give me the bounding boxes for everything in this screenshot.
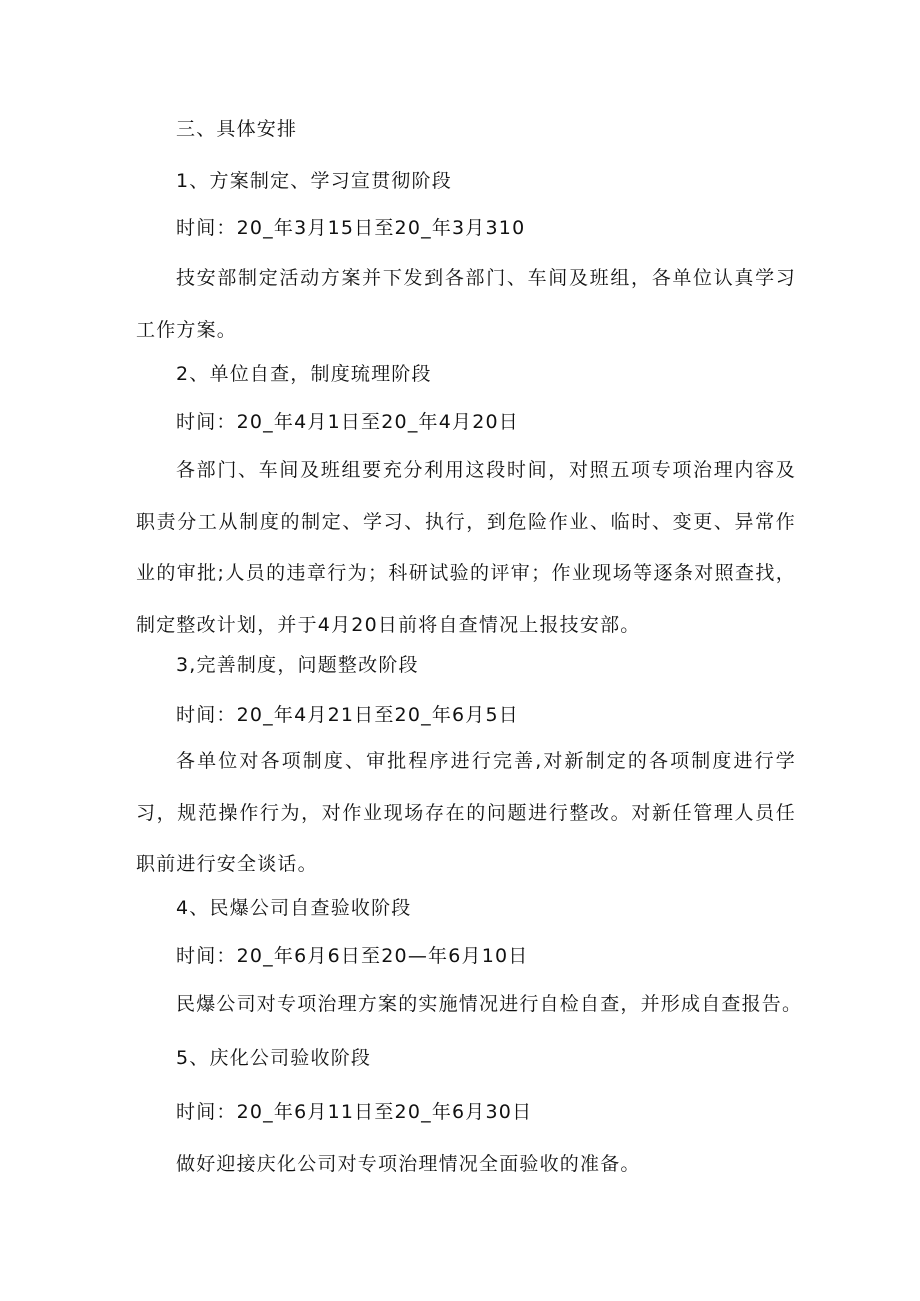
phase-2-body: 各部门、车间及班组要充分利用这段时间，对照五项专项治理内容及职责分工从制度的制定、学习、执行，到危险作业、临时、变更、异常作业的审批;人员的违章行为；科研试验的评审；作业现场等逐条对照查找，制定整改计划，并于4月20日前将自查情况上报技安部。 — [136, 459, 796, 636]
phase-3-title: 3,完善制度，问题整改阶段 — [176, 654, 419, 676]
phase-4-body: 民爆公司对专项治理方案的实施情况进行自检自查，并形成自查报告。 — [176, 993, 803, 1015]
phase-5-time: 时间：20_年6月11日至20_年6月30日 — [176, 1101, 533, 1123]
phase-3-body: 各单位对各项制度、审批程序进行完善,对新制定的各项制度进行学习，规范操作行为，对作业现场存在的问题进行整改。对新任管理人员任职前进行安全谈话。 — [136, 750, 796, 875]
phase-1-time: 时间：20_年3月15日至20_年3月310 — [176, 217, 526, 239]
phase-1-title: 1、方案制定、学习宣贯彻阶段 — [176, 170, 452, 192]
phase-5-title: 5、庆化公司验收阶段 — [176, 1047, 372, 1069]
phase-4-time: 时间：20_年6月6日至20—年6月10日 — [176, 945, 529, 967]
phase-1-body: 技安部制定活动方案并下发到各部门、车间及班组，各单位认真学习工作方案。 — [136, 267, 796, 341]
phase-3-time: 时间：20_年4月21日至20_年6月5日 — [176, 704, 519, 726]
section-heading: 三、具体安排 — [176, 118, 298, 140]
phase-2-title: 2、单位自查，制度琉理阶段 — [176, 363, 432, 385]
phase-5-body: 做好迎接庆化公司对专项治理情况全面验收的准备。 — [176, 1153, 641, 1175]
phase-4-title: 4、民爆公司自查验收阶段 — [176, 897, 412, 919]
phase-2-time: 时间：20_年4月1日至20_年4月20日 — [176, 411, 519, 433]
